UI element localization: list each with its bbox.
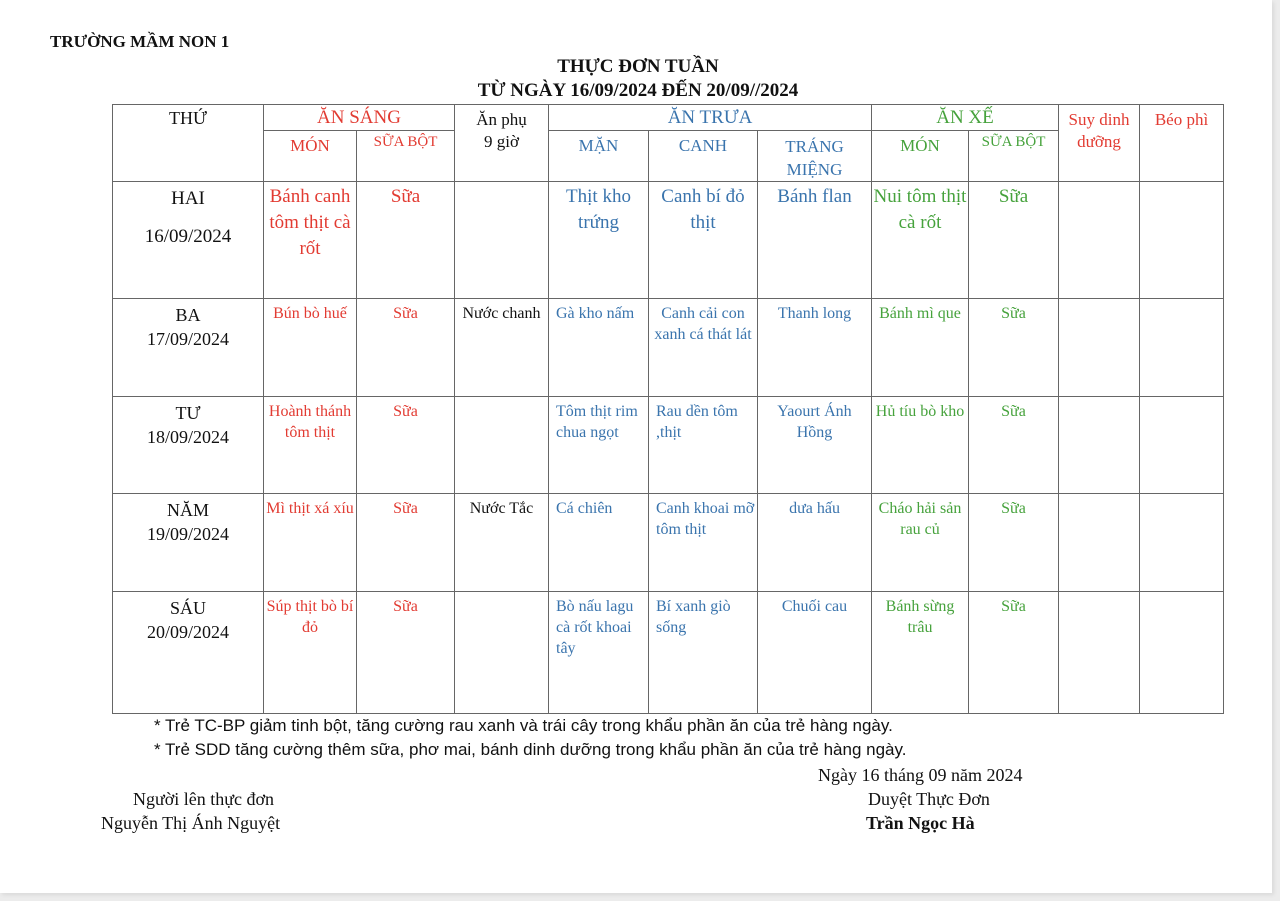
afternoon-milk: Sữa: [969, 397, 1059, 494]
day-cell: BA 17/09/2024: [113, 299, 264, 397]
lunch-soup: Rau dền tôm ,thịt: [649, 397, 758, 494]
lunch-dessert: Yaourt Ánh Hồng: [758, 397, 872, 494]
snack-9am: [455, 182, 549, 299]
lunch-dessert: Thanh long: [758, 299, 872, 397]
afternoon-milk: Sữa: [969, 182, 1059, 299]
afternoon-dish: Bánh sừng trâu: [872, 592, 969, 714]
snack-9am: [455, 592, 549, 714]
breakfast-dish: Mì thịt xá xíu: [264, 494, 357, 592]
malnutrition-cell: [1059, 494, 1140, 592]
obesity-cell: [1140, 397, 1224, 494]
header-an-sang: ĂN SÁNG: [264, 105, 455, 131]
lunch-soup: Canh khoai mỡ tôm thịt: [649, 494, 758, 592]
note-line: * Trẻ SDD tăng cường thêm sữa, phơ mai, bánh dinh dưỡng trong khẩu phần ăn của trẻ hàng ngày.: [154, 740, 907, 759]
breakfast-milk: Sữa: [357, 299, 455, 397]
malnutrition-cell: [1059, 397, 1140, 494]
obesity-cell: [1140, 494, 1224, 592]
header-an-xe: ĂN XẾ: [872, 105, 1059, 131]
lunch-dessert: Chuối cau: [758, 592, 872, 714]
header-thu: THỨ: [113, 105, 264, 182]
malnutrition-cell: [1059, 592, 1140, 714]
day-cell: HAI 16/09/2024: [113, 182, 264, 299]
afternoon-milk: Sữa: [969, 494, 1059, 592]
obesity-cell: [1140, 299, 1224, 397]
lunch-soup: Canh cải con xanh cá thát lát: [649, 299, 758, 397]
afternoon-dish: Hủ tíu bò kho: [872, 397, 969, 494]
subheader-man: MẶN: [549, 131, 649, 182]
lunch-savory: Tôm thịt rim chua ngọt: [549, 397, 649, 494]
header-an-trua: ĂN TRƯA: [549, 105, 872, 131]
breakfast-milk: Sữa: [357, 397, 455, 494]
approver-name: Trần Ngọc Hà: [866, 813, 975, 833]
snack-9am: [455, 397, 549, 494]
table-subheader-row: [113, 131, 1224, 182]
afternoon-dish: Bánh mì que: [872, 299, 969, 397]
lunch-dessert: dưa hấu: [758, 494, 872, 592]
author-name: Nguyễn Thị Ánh Nguyệt: [101, 813, 281, 833]
weekly-menu-table: [112, 104, 1224, 714]
lunch-savory: Gà kho nấm: [549, 299, 649, 397]
lunch-soup: Bí xanh giò sống: [649, 592, 758, 714]
subheader-trang-mieng: TRÁNG MIỆNG: [758, 131, 872, 182]
breakfast-dish: Bún bò huế: [264, 299, 357, 397]
subheader-sang-sua: SỮA BỘT: [357, 131, 455, 182]
header-beo-phi: Béo phì: [1140, 105, 1224, 182]
subheader-xe-sua: SỮA BỘT: [969, 131, 1059, 182]
breakfast-milk: Sữa: [357, 592, 455, 714]
note-line: * Trẻ TC-BP giảm tinh bột, tăng cường rau xanh và trái cây trong khẩu phần ăn của trẻ hàng ngày.: [154, 716, 893, 735]
table-row: [113, 592, 1224, 714]
lunch-dessert: Bánh flan: [758, 182, 872, 299]
subheader-xe-mon: MÓN: [872, 131, 969, 182]
subheader-canh: CANH: [649, 131, 758, 182]
malnutrition-cell: [1059, 299, 1140, 397]
approver-role: Duyệt Thực Đơn: [868, 789, 990, 809]
obesity-cell: [1140, 592, 1224, 714]
lunch-soup: Canh bí đỏ thịt: [649, 182, 758, 299]
afternoon-milk: Sữa: [969, 592, 1059, 714]
day-cell: SÁU 20/09/2024: [113, 592, 264, 714]
header-an-phu: Ăn phụ 9 giờ: [455, 105, 549, 182]
breakfast-milk: Sữa: [357, 494, 455, 592]
subheader-sang-mon: MÓN: [264, 131, 357, 182]
author-role: Người lên thực đơn: [133, 789, 275, 809]
header-suy-dinh-duong: Suy dinh dưỡng: [1059, 105, 1140, 182]
lunch-savory: Cá chiên: [549, 494, 649, 592]
table-row: [113, 182, 1224, 299]
afternoon-dish: Cháo hải sản rau củ: [872, 494, 969, 592]
obesity-cell: [1140, 182, 1224, 299]
lunch-savory: Bò nấu lagu cà rốt khoai tây: [549, 592, 649, 714]
table-row: [113, 494, 1224, 592]
school-name: TRƯỜNG MẦM NON 1: [50, 32, 230, 51]
snack-9am: Nước chanh: [455, 299, 549, 397]
date-range: TỪ NGÀY 16/09/2024 ĐẾN 20/09//2024: [477, 80, 799, 101]
table-row: [113, 397, 1224, 494]
afternoon-milk: Sữa: [969, 299, 1059, 397]
table-row: [113, 299, 1224, 397]
signing-date: Ngày 16 tháng 09 năm 2024: [818, 765, 1023, 785]
breakfast-dish: Hoành thánh tôm thịt: [264, 397, 357, 494]
day-cell: NĂM 19/09/2024: [113, 494, 264, 592]
table-header-row: [113, 105, 1224, 131]
day-cell: TƯ 18/09/2024: [113, 397, 264, 494]
afternoon-dish: Nui tôm thịt cà rốt: [872, 182, 969, 299]
document-title: THỰC ĐƠN TUẦN: [557, 56, 719, 77]
breakfast-dish: Bánh canh tôm thịt cà rốt: [264, 182, 357, 299]
lunch-savory: Thịt kho trứng: [549, 182, 649, 299]
snack-9am: Nước Tắc: [455, 494, 549, 592]
breakfast-milk: Sữa: [357, 182, 455, 299]
malnutrition-cell: [1059, 182, 1140, 299]
breakfast-dish: Súp thịt bò bí đỏ: [264, 592, 357, 714]
